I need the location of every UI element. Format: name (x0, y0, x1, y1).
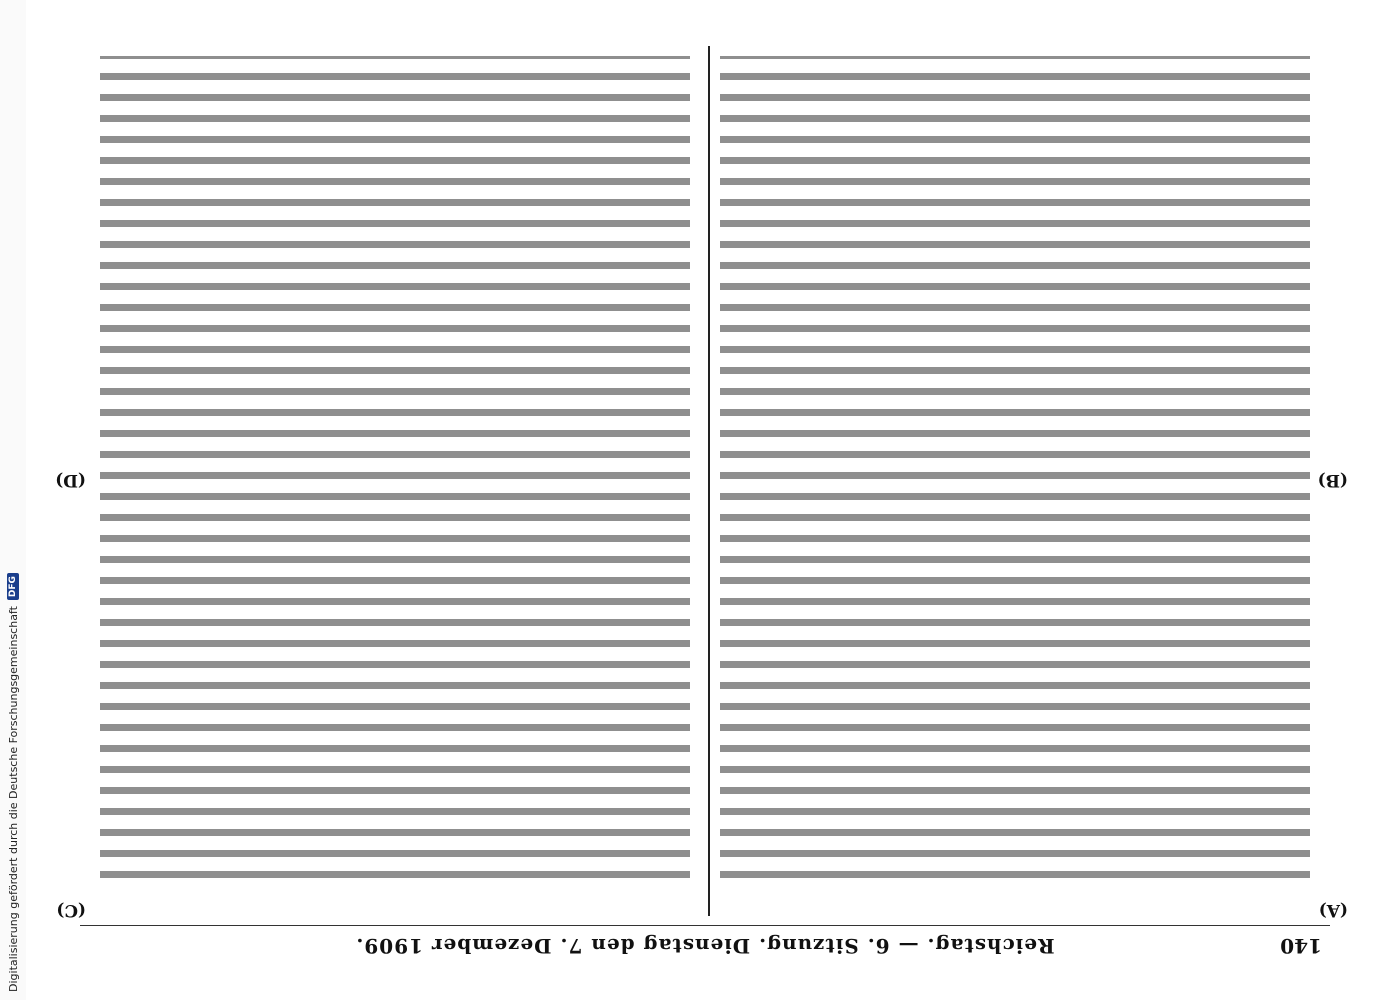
page-title: Reichstag. — 6. Sitzung. Dienstag den 7. Dezember 1909. (355, 934, 1055, 958)
page-number: 140 (1280, 934, 1322, 958)
header-rule (80, 925, 1330, 926)
newspaper-page (55, 40, 1348, 960)
page-header (80, 930, 1330, 960)
margin-marker-d: (D) (55, 470, 86, 490)
text-lines-placeholder (100, 56, 690, 886)
text-column-right (100, 46, 690, 916)
text-lines-placeholder (720, 56, 1310, 886)
digitization-credit (5, 232, 21, 992)
text-column-left (720, 46, 1310, 916)
margin-marker-c: (C) (56, 900, 86, 920)
digitization-credit-strip (0, 0, 26, 1000)
margin-marker-a: (A) (1318, 900, 1348, 920)
column-divider (708, 46, 710, 916)
margin-marker-b: (B) (1317, 470, 1348, 490)
credit-text: Digitalisierung gefördert durch die Deutsche Forschungsgemeinschaft (6, 606, 20, 992)
dfg-logo: DFG (7, 573, 19, 600)
